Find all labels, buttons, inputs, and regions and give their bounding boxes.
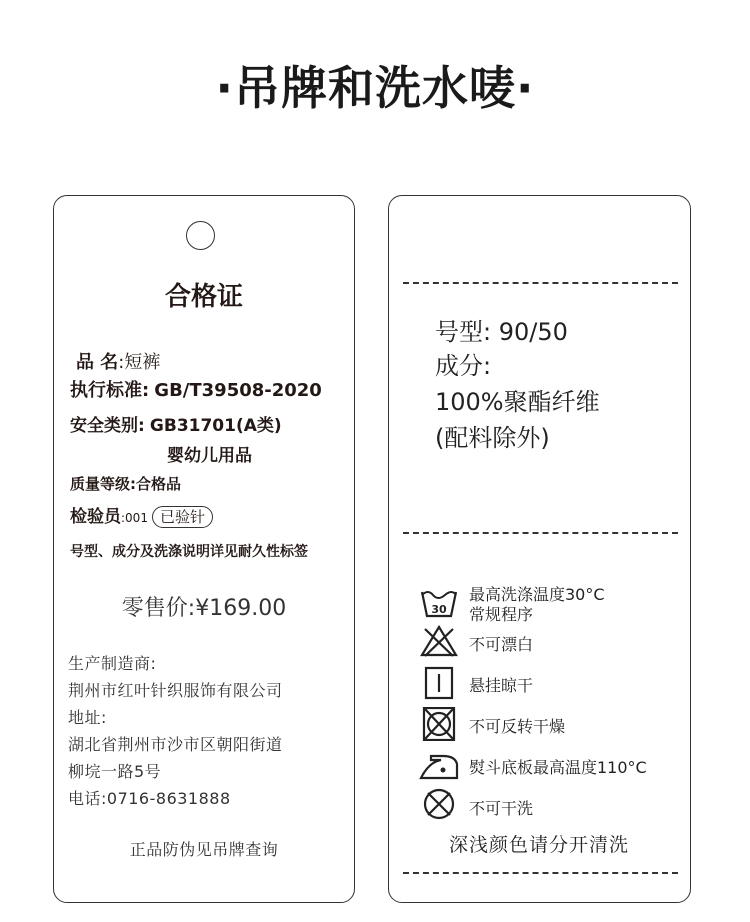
address-label: 地址:	[68, 708, 107, 727]
product-name-value: :短裤	[118, 352, 161, 373]
quality-value: :合格品	[130, 475, 182, 493]
standard-value: GB/T39508-2020	[154, 380, 322, 401]
wash-note: 深浅颜色请分开清洗	[448, 834, 629, 856]
care-text-iron: 熨斗底板最高温度110°C	[469, 758, 647, 777]
wash-30-icon	[419, 586, 459, 620]
size-spec: 号型: 90/50	[435, 318, 568, 346]
dashed-divider	[403, 872, 678, 874]
inspected-stamp: 已验针	[152, 506, 213, 528]
composition-note: (配料除外)	[435, 424, 550, 452]
product-name-row	[76, 348, 160, 374]
manufacturer-name: 荆州市红叶针织服饰有限公司	[68, 681, 283, 700]
standard-label: 执行标准:	[70, 380, 150, 401]
composition-value: 100%聚酯纤维	[435, 388, 600, 416]
iron-icon	[419, 748, 459, 782]
care-text-tumble: 不可反转干燥	[469, 717, 566, 736]
care-text-dry: 悬挂晾干	[469, 676, 534, 695]
inspector-value: :001	[121, 511, 148, 525]
tag-hole	[186, 221, 215, 250]
wash-temperature-icon-text: 30	[431, 603, 447, 616]
dashed-divider	[403, 532, 678, 534]
certificate-heading: 合格证	[164, 282, 243, 312]
no-tumble-dry-icon	[419, 707, 459, 741]
no-bleach-icon	[419, 624, 459, 658]
standard-row	[70, 376, 322, 402]
dashed-divider	[403, 282, 678, 284]
safety-row	[70, 411, 282, 436]
anti-counterfeit-note: 正品防伪见吊牌查询	[129, 840, 279, 859]
composition-label: 成分:	[435, 352, 492, 380]
care-text-bleach: 不可漂白	[469, 635, 534, 654]
hang-dry-icon	[419, 666, 459, 700]
no-dry-clean-icon	[419, 787, 459, 821]
label-note: 号型、成分及洗涤说明详见耐久性标签	[70, 544, 308, 560]
safety-value: GB31701(A类)	[149, 416, 282, 436]
product-name-label: 品 名	[76, 352, 119, 373]
quality-label: 质量等级	[70, 475, 131, 493]
quality-row	[70, 473, 181, 494]
safety-value-line2: 婴幼儿用品	[167, 446, 252, 466]
hang-tag	[53, 195, 355, 903]
care-text-wash: 最高洗涤温度30°C	[469, 585, 605, 604]
care-text-dry-clean: 不可干洗	[469, 799, 534, 818]
address-line2: 柳垸一路5号	[68, 762, 162, 781]
care-text-wash-program: 常规程序	[469, 605, 534, 624]
phone: 电话:0716-8631888	[68, 789, 231, 808]
inspector-label: 检验员	[70, 507, 121, 527]
wash-label	[388, 195, 691, 903]
retail-price: 零售价:¥169.00	[121, 596, 287, 621]
manufacturer-label: 生产制造商:	[68, 654, 157, 673]
address-line1: 湖北省荆州市沙市区朝阳街道	[68, 735, 283, 754]
safety-label: 安全类别:	[70, 416, 145, 436]
page-title: ·吊牌和洗水唛·	[215, 61, 535, 115]
inspector-row	[70, 502, 213, 528]
